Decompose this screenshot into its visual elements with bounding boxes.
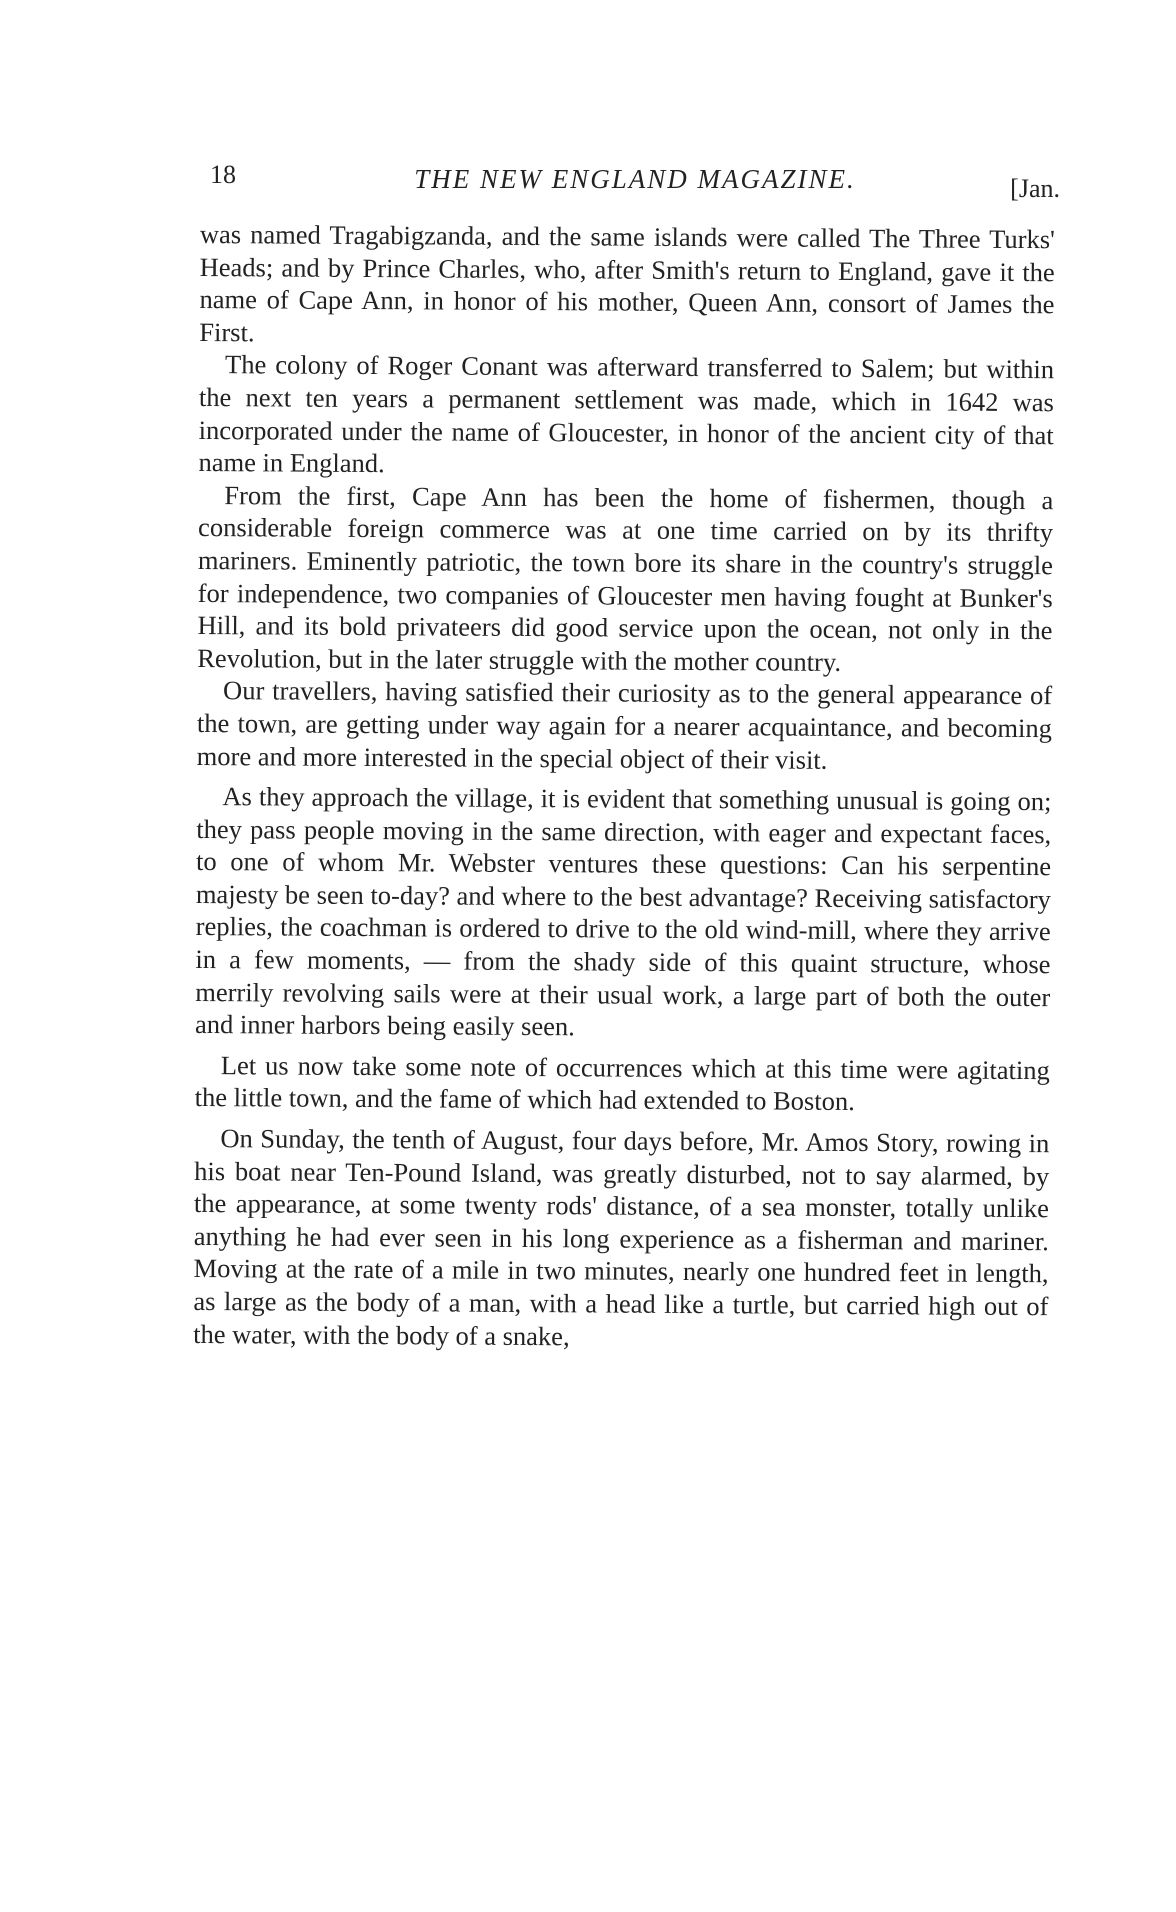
- magazine-title: THE NEW ENGLAND MAGAZINE.: [414, 164, 856, 194]
- paragraph-1: was named Tragabigzanda, and the same islands were called The Three Turks' Heads; and by Prince Charles, who, after Smith's return to England, gave it the name of Cape Ann, in honor of his mother, Queen Ann, consort of James the First.: [199, 218, 1055, 348]
- paragraph-4: Our travellers, having satisfied their curiosity as to the general appearance of the town, are getting under way again for a nearer acquaintance, and becoming more and more interested in the special object of their visit.: [196, 675, 1053, 775]
- article-body: [193, 218, 1055, 1355]
- page-number: 18: [210, 160, 236, 189]
- running-head: [210, 160, 1060, 203]
- issue-month: [Jan.: [1010, 174, 1060, 203]
- paragraph-5: As they approach the village, it is evident that something unusual is going on; they pass people moving in the same direction, with eager and expectant faces, to one of whom Mr. Webster ventures these questions: Can his serpentine majesty be seen to-day? and where to the best advantage? Receiving satisfactory replies, the coachman is ordered to drive to the old wind-mill, where they arrive in a few moments, — from the shady side of this quaint structure, whose merrily revolving sails were at their usual work, a large part of both the outer and inner harbors being easily seen.: [194, 781, 1052, 1042]
- paragraph-6: Let us now take some note of occurrences which at this time were agitating the little town, and the fame of which had extended to Boston.: [194, 1049, 1050, 1117]
- paragraph-3: From the first, Cape Ann has been the home of fishermen, though a considerable foreign commerce was at one time carried on by its thrifty mariners. Eminently patriotic, the town bore its share in the country's struggle for independence, two companies of Gloucester men having fought at Bunker's Hill, and its bold privateers did good service upon the ocean, not only in the Revolution, but in the later struggle with the mother country.: [197, 479, 1054, 677]
- paragraph-7: On Sunday, the tenth of August, four days before, Mr. Amos Story, rowing in his boat near Ten-Pound Island, was greatly disturbed, not to say alarmed, by the appearance, at some twenty rods' distance, of a sea monster, totally unlike anything he had ever seen in his long experience as a fisherman and mariner. Moving at the rate of a mile in two minutes, nearly one hundred feet in length, as large as the body of a man, with a head like a turtle, but carried high out of the water, with the body of a snake,: [193, 1123, 1050, 1351]
- paragraph-2: The colony of Roger Conant was afterward transferred to Salem; but within the next ten years a permanent settlement was made, which in 1642 was incorporated under the name of Gloucester, in honor of the ancient city of that name in England.: [198, 349, 1055, 479]
